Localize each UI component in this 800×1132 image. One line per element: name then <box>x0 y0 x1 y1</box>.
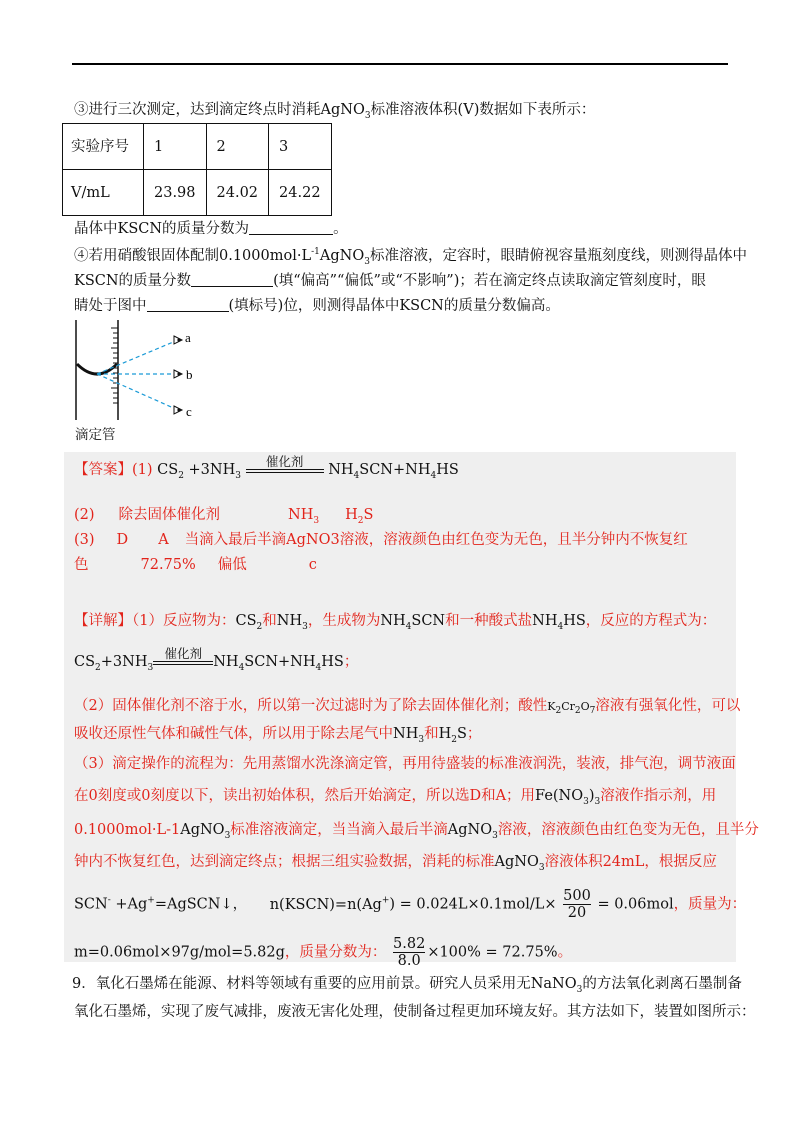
detail-p2-line-1: （2）固体催化剂不溶于水，所以第一次过滤时为了除去固体催化剂；酸性$K_2Cr_2O_7$溶液有强氧化性，可以 <box>74 698 741 717</box>
detail-p2-line-2: 吸收还原性气体和碱性气体，所以用于除去尾气中$NH_3$和$H_2S$； <box>74 726 482 745</box>
answer-blank <box>249 220 333 235</box>
fraction: $\frac{5.82}{8.0}$ <box>393 936 426 969</box>
answer-q3-line-1: (3) D A 当滴入最后半滴AgNO3溶液，溶液颜色由红色变为无色，且半分钟内不恢复红 <box>74 532 688 548</box>
table-header-label: 实验序号 <box>63 124 144 170</box>
catalyst-arrow: 催化剂 <box>153 646 213 665</box>
figure-caption: 滴定管 <box>75 427 116 443</box>
detail-equation: $CS_2+3NH_3$ 催化剂 $NH_4SCN+NH_4HS$； <box>74 646 359 673</box>
answer-q1: 【答案】(1) $CS_2 +3NH_3$ 催化剂 $NH_4SCN+NH_4HS$ <box>74 454 459 481</box>
fraction: $\frac{500}{20}$ <box>563 888 591 921</box>
table-row-label: V/mL <box>63 170 144 216</box>
titration-volume-table <box>62 123 332 216</box>
table-row <box>63 124 332 170</box>
eye-icon <box>174 336 182 344</box>
burette-diagram <box>62 318 202 422</box>
answer-blank <box>191 272 273 287</box>
detail-moles-calc: SCN- +Ag+=AgSCN↓， n(KSCN)=n(Ag+) = 0.024L×0.1mol/L× $\frac{500}{20}$ = 0.06mol，质量为： <box>74 888 747 921</box>
detail-p3-line-2: 在0刻度或0刻度以下，读出初始体积，然后开始滴定，所以选D和A；用$Fe(NO_3)_3$溶液作指示剂，用 <box>74 788 717 807</box>
catalyst-arrow: 催化剂 <box>246 454 324 473</box>
table-value-3: 24.22 <box>269 170 332 216</box>
section3-intro: ③进行三次测定，达到滴定终点时消耗AgNO$_3$标准溶液体积(V)数据如下表所示： <box>74 102 596 121</box>
eye-label-b: b <box>186 367 193 382</box>
section4-line-2: KSCN的质量分数 (填“偏高”“偏低”或“不影响”)；若在滴定终点读取滴定管刻度时，眼 <box>74 273 706 289</box>
answer-q3-line-2: 色 72.75% 偏低 c <box>74 557 317 573</box>
eye-icon <box>174 406 182 414</box>
question-9-line-2: 氧化石墨烯，实现了废气减排，废液无害化处理，使制备过程更加环境友好。其方法如下，装置如图所示： <box>74 1004 756 1020</box>
eye-label-c: c <box>186 404 192 419</box>
detail-p1: 【详解】（1）反应物为：$CS_2$和$NH_3$，生成物为$NH_4SCN$和一种酸式盐$NH_4HS$，反应的方程式为： <box>74 613 717 632</box>
eye-label-a: a <box>185 330 191 345</box>
eye-icon <box>174 370 182 378</box>
table-value-2: 24.02 <box>206 170 269 216</box>
answer-tag: 【答案】 <box>74 462 132 478</box>
question-9-line-1: 9．氧化石墨烯在能源、材料等领域有重要的应用前景。研究人员采用无NaNO$_3$的方法氧化剥离石墨制备 <box>72 976 742 995</box>
answer-q2: (2) 除去固体催化剂 $NH_3$ $H_2S$ <box>74 507 374 526</box>
header-rule <box>72 63 728 65</box>
table-trial-1: 1 <box>144 124 207 170</box>
section4-line-3: 睛处于图中 (填标号)位，则测得晶体中KSCN的质量分数偏高。 <box>74 298 560 314</box>
detail-p3-line-3: 0.1000mol·L-1AgNO$_3$标准溶液滴定，当当滴入最后半滴AgNO$_3$溶液，溶液颜色由红色变为无色，且半分 <box>74 822 759 841</box>
detail-p3-line-4: 钟内不恢复红色，达到滴定终点；根据三组实验数据，消耗的标准AgNO$_3$溶液体积24mL，根据反应 <box>74 854 717 873</box>
mass-fraction-question: 晶体中KSCN的质量分数为 。 <box>74 221 348 237</box>
table-trial-2: 2 <box>206 124 269 170</box>
detail-p3-line-1: （3）滴定操作的流程为：先用蒸馏水洗涤滴定管，再用待盛装的标准液润洗，装液，排气泡，调节液面 <box>74 756 736 772</box>
table-trial-3: 3 <box>269 124 332 170</box>
table-value-1: 23.98 <box>144 170 207 216</box>
answer-blank <box>147 297 229 312</box>
detail-tag: 【详解】 <box>74 613 132 629</box>
detail-mass-calc: m=0.06mol×97g/mol=5.82g，质量分数为： $\frac{5.82}{8.0}$ ×100% = 72.75%。 <box>74 936 573 969</box>
table-row <box>63 170 332 216</box>
section4-line-1: ④若用硝酸银固体配制$0.1000mol\cdot L^{-1}AgNO_3$标准溶液，定容时，眼睛俯视容量瓶刻度线，则测得晶体中 <box>74 247 747 267</box>
